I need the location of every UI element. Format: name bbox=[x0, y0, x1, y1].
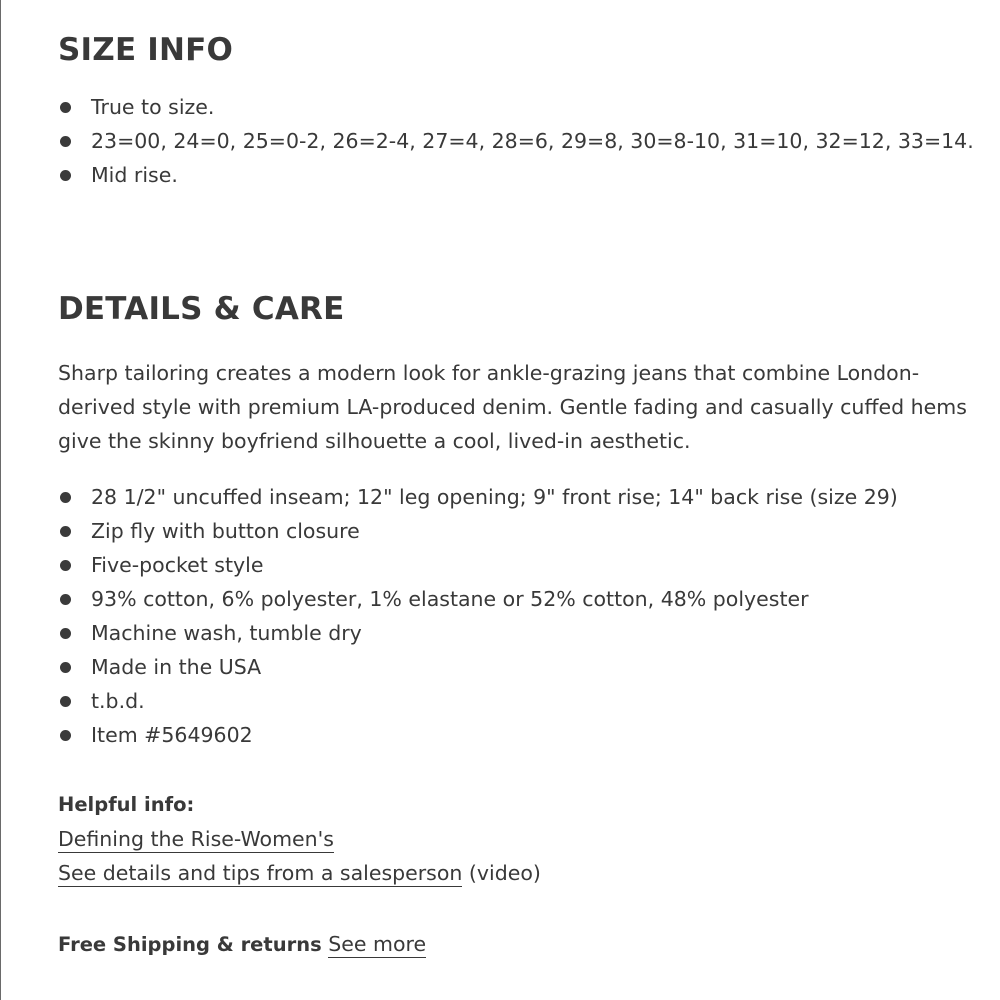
bullet-icon bbox=[60, 662, 71, 673]
bullet-icon bbox=[60, 696, 71, 707]
size-info-list bbox=[58, 90, 988, 192]
list-item bbox=[58, 158, 988, 192]
bullet-icon bbox=[60, 560, 71, 571]
left-border bbox=[0, 0, 1, 1000]
detail-item-number: Item #5649602 bbox=[91, 723, 253, 747]
bullet-icon bbox=[60, 102, 71, 113]
helpful-info-label: Helpful info: bbox=[58, 793, 195, 816]
detail-item-measurements: 28 1/2" uncuffed inseam; 12" leg opening; 9" front rise; 14" back rise (size 29) bbox=[91, 485, 898, 509]
detail-item-closure: Zip fly with button closure bbox=[91, 519, 360, 543]
salesperson-tips-link[interactable]: See details and tips from a salesperson bbox=[58, 861, 463, 885]
detail-item-care: Machine wash, tumble dry bbox=[91, 621, 362, 645]
list-item bbox=[58, 514, 988, 548]
rise-link-line bbox=[58, 822, 988, 856]
see-more-link[interactable]: See more bbox=[328, 932, 427, 956]
tips-link-line bbox=[58, 856, 988, 890]
list-item bbox=[58, 650, 988, 684]
details-care-heading: DETAILS & CARE bbox=[58, 291, 345, 327]
size-info-item-conversion: 23=00, 24=0, 25=0-2, 26=2-4, 27=4, 28=6, 29=8, 30=8-10, 31=10, 32=12, 33=14. bbox=[91, 129, 974, 153]
bullet-icon bbox=[60, 526, 71, 537]
size-info-item-fit: True to size. bbox=[91, 95, 215, 119]
list-item bbox=[58, 684, 988, 718]
list-item bbox=[58, 582, 988, 616]
bullet-icon bbox=[60, 594, 71, 605]
shipping-returns bbox=[58, 927, 426, 962]
details-care-list bbox=[58, 480, 988, 752]
size-info-heading: SIZE INFO bbox=[58, 32, 234, 68]
detail-item-pockets: Five-pocket style bbox=[91, 553, 264, 577]
size-info-item-rise: Mid rise. bbox=[91, 163, 178, 187]
detail-item-tbd: t.b.d. bbox=[91, 689, 145, 713]
defining-rise-link[interactable]: Defining the Rise-Women's bbox=[58, 827, 334, 851]
list-item bbox=[58, 90, 988, 124]
bullet-icon bbox=[60, 730, 71, 741]
shipping-label: Free Shipping & returns bbox=[58, 933, 322, 956]
list-item bbox=[58, 548, 988, 582]
helpful-info bbox=[58, 788, 988, 890]
list-item bbox=[58, 480, 988, 514]
bullet-icon bbox=[60, 136, 71, 147]
bullet-icon bbox=[60, 170, 71, 181]
product-description: Sharp tailoring creates a modern look for ankle-grazing jeans that combine London-derived style with premium LA-produced denim. Gentle fading and casually cuffed hems give the skinny boyfriend silhouette a cool, lived-in aesthetic. bbox=[58, 361, 967, 453]
list-item bbox=[58, 718, 988, 752]
list-item bbox=[58, 616, 988, 650]
detail-item-origin: Made in the USA bbox=[91, 655, 262, 679]
bullet-icon bbox=[60, 492, 71, 503]
video-suffix: (video) bbox=[462, 861, 541, 885]
bullet-icon bbox=[60, 628, 71, 639]
list-item bbox=[58, 124, 988, 158]
detail-item-fabric: 93% cotton, 6% polyester, 1% elastane or 52% cotton, 48% polyester bbox=[91, 587, 809, 611]
